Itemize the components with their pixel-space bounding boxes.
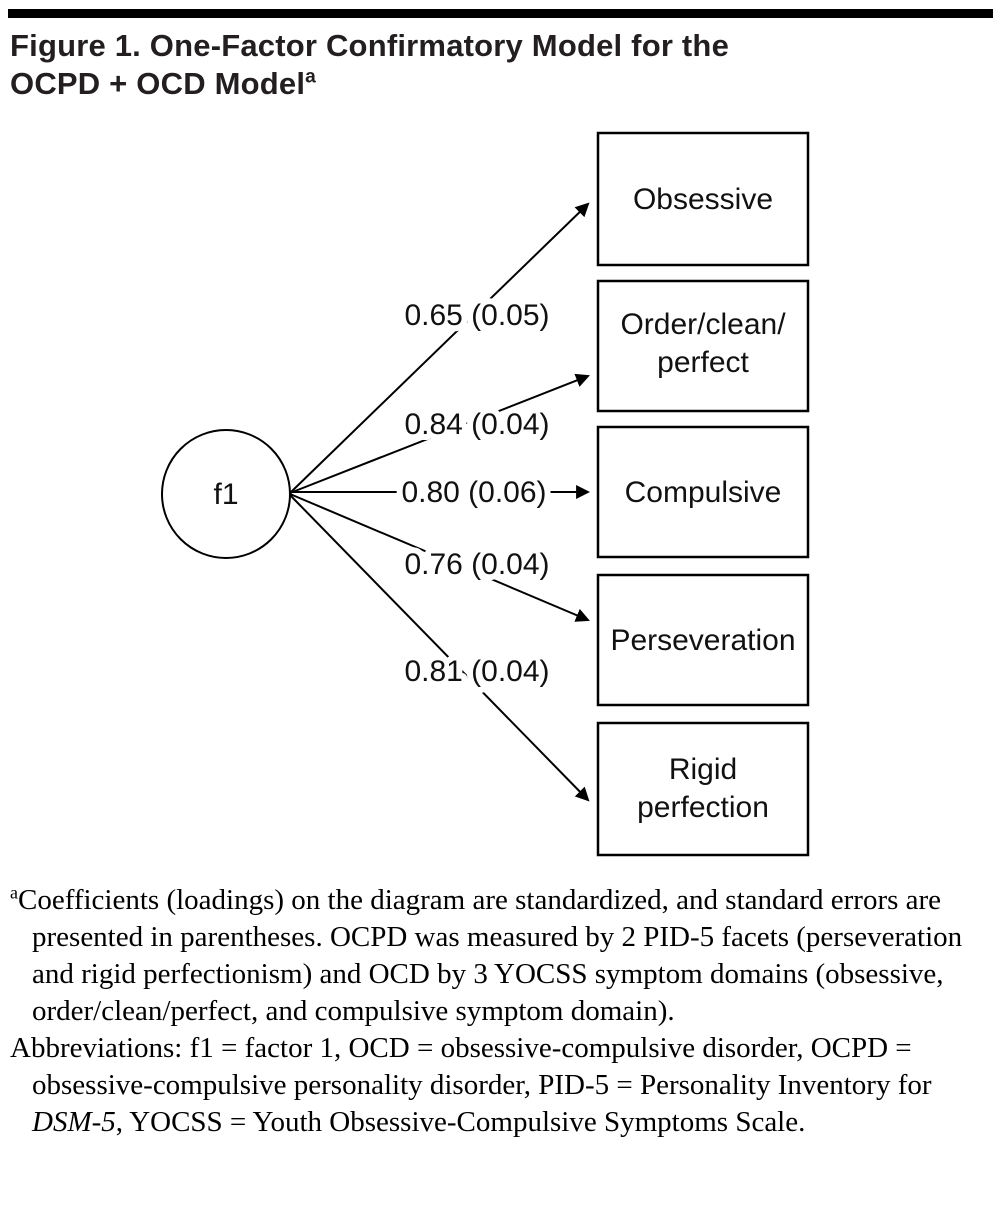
figure-title-line1: Figure 1. One-Factor Confirmatory Model for the [10, 28, 730, 63]
arrow-f1-to-obsessive [290, 204, 588, 493]
figure-title-line2-text: OCPD + OCD Model [10, 66, 306, 101]
figure-title-line2 [10, 65, 990, 103]
loading-label-rigid-perfection: 0.81 (0.04) [404, 655, 550, 688]
abbreviations-suffix: , YOCSS = Youth Obsessive-Compulsive Symptoms Scale. [115, 1106, 806, 1138]
figure-title-superscript: a [305, 66, 317, 88]
footnote-abbreviations [10, 1030, 993, 1141]
loading-label-perseveration: 0.76 (0.04) [404, 548, 550, 581]
loading-label-obsessive: 0.65 (0.05) [404, 299, 550, 332]
abbreviations-prefix: Abbreviations: f1 = factor 1, OCD = obsessive-compulsive disorder, OCPD = obsessive-compulsive personality disorder, PID-5 = Personality Inventory for [10, 1032, 932, 1101]
factor-f1-label: f1 [213, 478, 239, 511]
top-rule [8, 9, 993, 18]
box-obsessive-label: Obsessive [632, 183, 774, 216]
path-diagram [0, 118, 1001, 870]
box-rigid-perfection-label-line1: Rigid [668, 753, 738, 786]
footnote-note-text: Coefficients (loadings) on the diagram are standardized, and standard errors are presented in parentheses. OCPD was measured by 2 PID-5 facets (perseveration and rigid perfectionism) and OCD by 3 YOCSS symptom domains (obsessive, order/clean/perfect, and compulsive symptom domain). [17, 884, 963, 1027]
figure-footnotes [10, 882, 993, 1141]
loading-label-compulsive: 0.80 (0.06) [401, 476, 547, 509]
footnote-note [10, 882, 993, 1030]
box-compulsive-label: Compulsive [624, 476, 782, 509]
box-perseveration-label: Perseveration [610, 624, 796, 657]
box-rigid-perfection-label-line2: perfection [637, 791, 769, 824]
footnote-note-superscript: a [10, 882, 18, 903]
box-order-clean-perfect-label-line1: Order/clean/ [620, 308, 786, 341]
loading-label-order-clean-perfect: 0.84 (0.04) [404, 408, 550, 441]
indicator-boxes [598, 133, 808, 855]
figure-title [10, 27, 990, 103]
abbreviations-italic-term: DSM-5 [32, 1106, 116, 1138]
arrow-f1-to-rigid-perfection [290, 495, 588, 800]
box-order-clean-perfect-label-line2: perfect [657, 346, 749, 379]
box-rigid-perfection [598, 723, 808, 855]
